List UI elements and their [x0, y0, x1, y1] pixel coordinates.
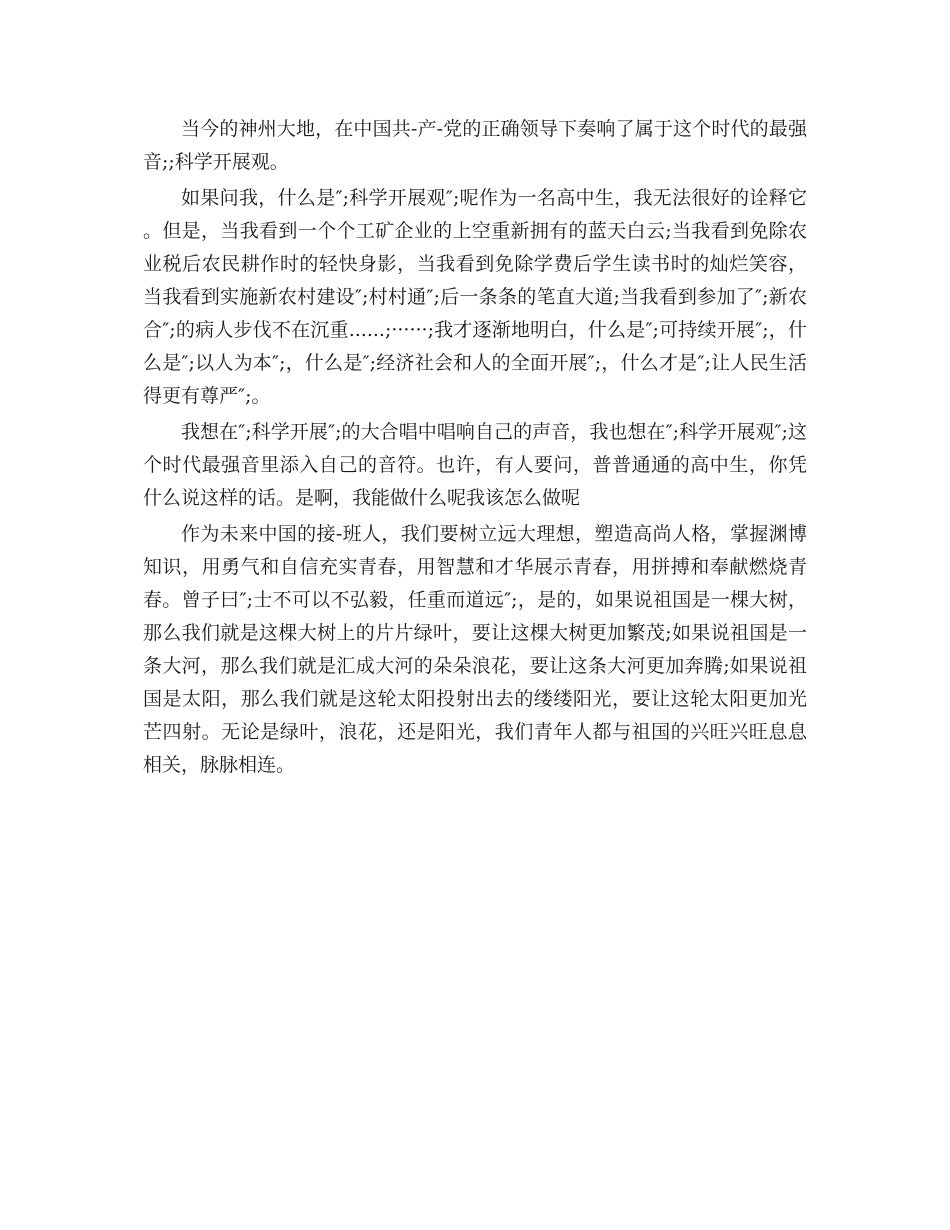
paragraph-4: 作为未来中国的接-班人，我们要树立远大理想，塑造高尚人格，掌握渊博知识，用勇气和自信充实青春，用智慧和才华展示青春，用拼搏和奉献燃烧青春。曾子曰″;士不可以不弘毅，任重而道远″;，是的，如果说祖国是一棵大树，那么我们就是这棵大树上的片片绿叶，要让这棵大树更加繁茂;如果说祖国是一条大河，那么我们就是汇成大河的朵朵浪花，要让这条大河更加奔腾;如果说祖国是太阳，那么我们就是这轮太阳投射出去的缕缕阳光，要让这轮太阳更加光芒四射。无论是绿叶，浪花，还是阳光，我们青年人都与祖国的兴旺兴旺息息相关，脉脉相连。	[143, 523, 807, 776]
paragraph-2: 如果问我，什么是″;科学开展观″;呢作为一名高中生，我无法很好的诠释它。但是，当我看到一个个工矿企业的上空重新拥有的蓝天白云;当我看到免除农业税后农民耕作时的轻快身影，当我看到免除学费后学生读书时的灿烂笑容，当我看到实施新农村建设″;村村通″;后一条条的笔直大道;当我看到参加了″;新农合″;的病人步伐不在沉重......;······;我才逐渐地明白，什么是″;可持续开展″;，什么是″;以人为本″;，什么是″;经济社会和人的全面开展″;，什么才是″;让人民生活得更有尊严″;。	[143, 187, 807, 407]
paragraph-1: 当今的神州大地，在中国共-产-党的正确领导下奏响了属于这个时代的最强音;;科学开展观。	[143, 118, 807, 173]
paragraph-3: 我想在″;科学开展″;的大合唱中唱响自己的声音，我也想在″;科学开展观″;这个时代最强音里添入自己的音符。也许，有人要问，普普通通的高中生，你凭什么说这样的话。是啊，我能做什么呢我该怎么做呢	[143, 421, 807, 509]
document-body	[143, 113, 807, 785]
